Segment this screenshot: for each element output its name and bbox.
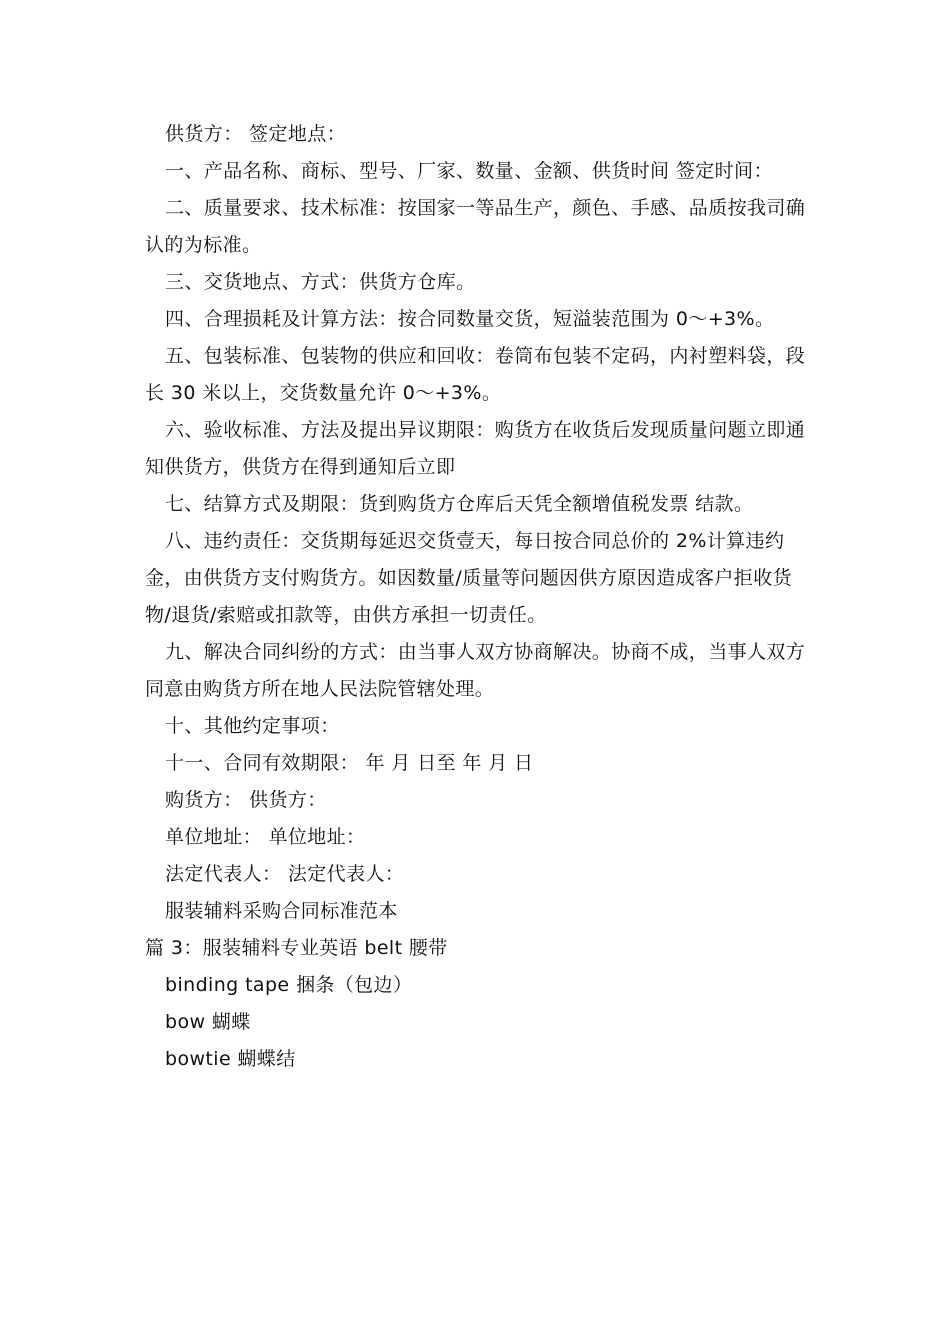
- paragraph-clause-2: 二、质量要求、技术标准：按国家一等品生产，颜色、手感、品质按我司确认的为标准。: [145, 197, 806, 256]
- paragraph-supplier-signing-place: 供货方： 签定地点：: [165, 123, 347, 145]
- paragraph-clause-6: 六、验收标准、方法及提出异议期限：购货方在收货后发现质量问题立即通知供货方，供货方在得到通知后立即: [145, 419, 806, 478]
- paragraph-clause-9: 九、解决合同纠纷的方式：由当事人双方协商解决。协商不成，当事人双方同意由购货方所在地人民法院管辖处理。: [145, 641, 806, 700]
- paragraph-clause-8: 八、违约责任：交货期每延迟交货壹天，每日按合同总价的 2%计算违约金，由供货方支付购货方。如因数量/质量等问题因供方原因造成客户拒收货物/退货/索赔或扣款等，由供方承担一切责任。: [145, 530, 793, 626]
- paragraph-clause-3: 三、交货地点、方式：供货方仓库。: [165, 271, 476, 293]
- paragraph-term-binding-tape: binding tape 捆条（包边）: [165, 974, 413, 996]
- paragraph-section-3-heading: 篇 3：服装辅料专业英语 belt 腰带: [145, 937, 448, 959]
- paragraph-address: 单位地址： 单位地址：: [165, 826, 366, 848]
- paragraph-clause-1: 一、产品名称、商标、型号、厂家、数量、金额、供货时间 签定时间：: [165, 160, 773, 182]
- paragraph-term-bowtie: bowtie 蝴蝶结: [165, 1048, 296, 1070]
- paragraph-term-bow: bow 蝴蝶: [165, 1011, 251, 1033]
- paragraph-buyer-supplier: 购货方： 供货方：: [165, 789, 327, 811]
- paragraph-clause-5: 五、包装标准、包装物的供应和回收：卷筒布包装不定码，内衬塑料袋，段长 30 米以上，交货数量允许 0～+3%。: [145, 345, 806, 404]
- document-body: [145, 116, 807, 1078]
- paragraph-clause-7: 七、结算方式及期限：货到购货方仓库后天凭全额增值税发票 结款。: [165, 493, 754, 515]
- paragraph-clause-11: 十一、合同有效期限： 年 月 日至 年 月 日: [165, 752, 534, 774]
- paragraph-clause-10: 十、其他约定事项：: [165, 715, 340, 737]
- paragraph-legal-representative: 法定代表人： 法定代表人：: [165, 863, 405, 885]
- paragraph-template-title: 服装辅料采购合同标准范本: [165, 900, 398, 922]
- paragraph-clause-4: 四、合理损耗及计算方法：按合同数量交货，短溢装范围为 0～+3%。: [165, 308, 775, 330]
